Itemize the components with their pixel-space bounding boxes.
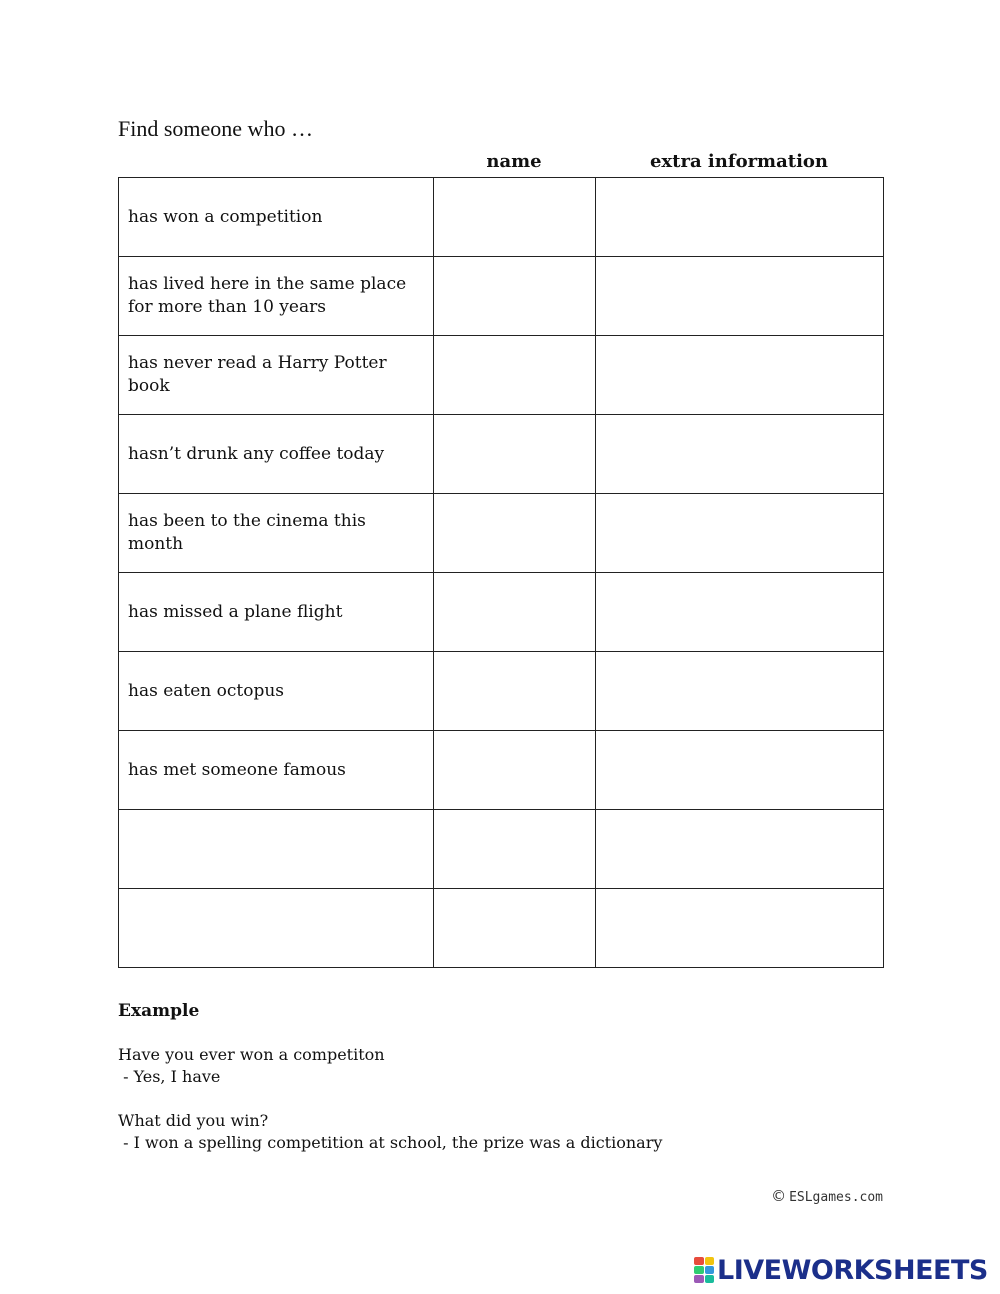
prompt-cell: has met someone famous	[119, 731, 434, 810]
prompt-cell: has never read a Harry Potter book	[119, 336, 434, 415]
extra-info-cell[interactable]	[596, 415, 884, 494]
column-header-extra-information: extra information	[649, 151, 829, 172]
extra-info-cell[interactable]	[596, 573, 884, 652]
liveworksheets-logo-icon	[694, 1257, 714, 1283]
name-cell[interactable]	[434, 889, 596, 968]
prompt-cell: has been to the cinema this month	[119, 494, 434, 573]
prompt-cell[interactable]	[119, 810, 434, 889]
extra-info-cell[interactable]	[596, 652, 884, 731]
prompt-cell: has won a competition	[119, 178, 434, 257]
prompt-cell: has lived here in the same place for more than 10 years	[119, 257, 434, 336]
column-header-name: name	[486, 151, 542, 172]
example-question-2: What did you win?	[118, 1111, 269, 1130]
page-title: Find someone who …	[118, 116, 313, 141]
example-question-1: Have you ever won a competiton	[118, 1045, 385, 1064]
copyright-text: ESLgames.com	[789, 1190, 883, 1205]
table-row	[119, 415, 884, 494]
extra-info-cell[interactable]	[596, 336, 884, 415]
prompt-cell: has eaten octopus	[119, 652, 434, 731]
example-answer-1: - Yes, I have	[118, 1067, 221, 1086]
find-someone-table	[118, 177, 884, 968]
name-cell[interactable]	[434, 810, 596, 889]
name-cell[interactable]	[434, 494, 596, 573]
name-cell[interactable]	[434, 731, 596, 810]
extra-info-cell[interactable]	[596, 178, 884, 257]
extra-info-cell[interactable]	[596, 731, 884, 810]
table-row	[119, 336, 884, 415]
name-cell[interactable]	[434, 573, 596, 652]
table-row	[119, 810, 884, 889]
name-cell[interactable]	[434, 415, 596, 494]
prompt-cell[interactable]	[119, 889, 434, 968]
extra-info-cell[interactable]	[596, 494, 884, 573]
table-row	[119, 652, 884, 731]
table-row	[119, 573, 884, 652]
name-cell[interactable]	[434, 257, 596, 336]
example-answer-2: - I won a spelling competition at school, the prize was a dictionary	[118, 1133, 663, 1152]
copyright-icon: ©	[771, 1187, 787, 1205]
liveworksheets-logo[interactable]	[694, 1255, 988, 1285]
example-title: Example	[118, 1001, 200, 1021]
extra-info-cell[interactable]	[596, 257, 884, 336]
name-cell[interactable]	[434, 336, 596, 415]
table-row	[119, 889, 884, 968]
copyright-notice	[771, 1187, 883, 1205]
extra-info-cell[interactable]	[596, 810, 884, 889]
prompt-cell: hasn’t drunk any coffee today	[119, 415, 434, 494]
example-section	[118, 1000, 662, 1154]
table-row	[119, 494, 884, 573]
liveworksheets-wordmark: LIVEWORKSHEETS	[717, 1254, 988, 1286]
name-cell[interactable]	[434, 178, 596, 257]
table-row	[119, 731, 884, 810]
table-row	[119, 178, 884, 257]
table-row	[119, 257, 884, 336]
name-cell[interactable]	[434, 652, 596, 731]
extra-info-cell[interactable]	[596, 889, 884, 968]
prompt-cell: has missed a plane flight	[119, 573, 434, 652]
